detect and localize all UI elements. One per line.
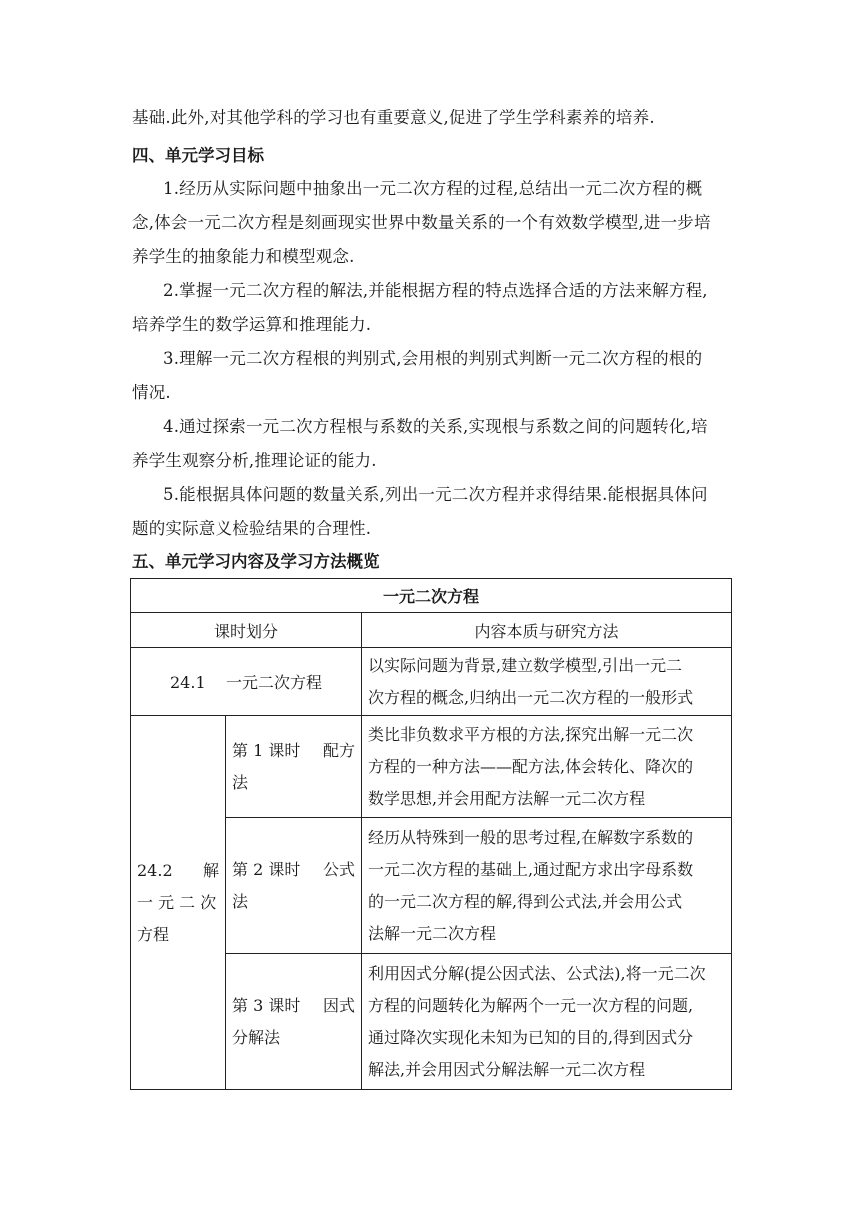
lesson-2-content: 经历从特殊到一般的思考过程,在解数字系数的 一元二次方程的基础上,通过配方求出字母系数 的一元二次方程的解,得到公式法,并会用公式 法解一元二次方程 bbox=[362, 818, 732, 954]
table-title: 一元二次方程 bbox=[131, 579, 732, 613]
overview-table bbox=[130, 578, 732, 1090]
goal-3-line-2: 情况. bbox=[132, 383, 171, 402]
row-24-1-label: 24.1 一元二次方程 bbox=[131, 648, 362, 716]
goal-1-line-1: 1.经历从实际问题中抽象出一元二次方程的过程,总结出一元二次方程的概 bbox=[163, 179, 703, 198]
lesson-2-name: 第 2 课时 公式 法 bbox=[226, 818, 362, 954]
goal-5-line-1: 5.能根据具体问题的数量关系,列出一元二次方程并求得结果.能根据具体问 bbox=[163, 485, 708, 504]
goal-3-line-1: 3.理解一元二次方程根的判别式,会用根的判别式判断一元二次方程的根的 bbox=[163, 349, 703, 368]
intro-continuation: 基础.此外,对其他学科的学习也有重要意义,促进了学生学科素养的培养. bbox=[132, 108, 655, 127]
section4-heading: 四、单元学习目标 bbox=[132, 146, 264, 165]
goal-2-line-1: 2.掌握一元二次方程的解法,并能根据方程的特点选择合适的方法来解方程, bbox=[163, 281, 708, 300]
goal-1-line-3: 养学生的抽象能力和模型观念. bbox=[132, 247, 355, 266]
lesson-3-content: 利用因式分解(提公因式法、公式法),将一元二次 方程的问题转化为解两个一元一次方程的问题, 通过降次实现化未知为已知的目的,得到因式分 解法,并会用因式分解法解一元二次方程 bbox=[362, 954, 732, 1090]
lesson-3-name: 第 3 课时 因式 分解法 bbox=[226, 954, 362, 1090]
goal-5-line-2: 题的实际意义检验结果的合理性. bbox=[132, 519, 372, 538]
goal-4-line-1: 4.通过探索一元二次方程根与系数的关系,实现根与系数之间的问题转化,培 bbox=[163, 417, 708, 436]
row-24-1-content: 以实际问题为背景,建立数学模型,引出一元二 次方程的概念,归纳出一元二次方程的一般形式 bbox=[362, 648, 732, 716]
section5-heading: 五、单元学习内容及学习方法概览 bbox=[132, 552, 380, 571]
goal-1-line-2: 念,体会一元二次方程是刻画现实世界中数量关系的一个有效数学模型,进一步培 bbox=[132, 213, 711, 232]
lesson-1-name: 第 1 课时 配方 法 bbox=[226, 716, 362, 818]
header-content-methods: 内容本质与研究方法 bbox=[362, 613, 732, 648]
header-lesson-division: 课时划分 bbox=[131, 613, 362, 648]
goal-4-line-2: 养学生观察分析,推理论证的能力. bbox=[132, 451, 377, 470]
row-24-2-label: 24.2 解 一 元 二 次 方程 bbox=[131, 716, 226, 1090]
goal-2-line-2: 培养学生的数学运算和推理能力. bbox=[132, 315, 372, 334]
lesson-1-content: 类比非负数求平方根的方法,探究出解一元二次 方程的一种方法——配方法,体会转化、降次的 数学思想,并会用配方法解一元二次方程 bbox=[362, 716, 732, 818]
